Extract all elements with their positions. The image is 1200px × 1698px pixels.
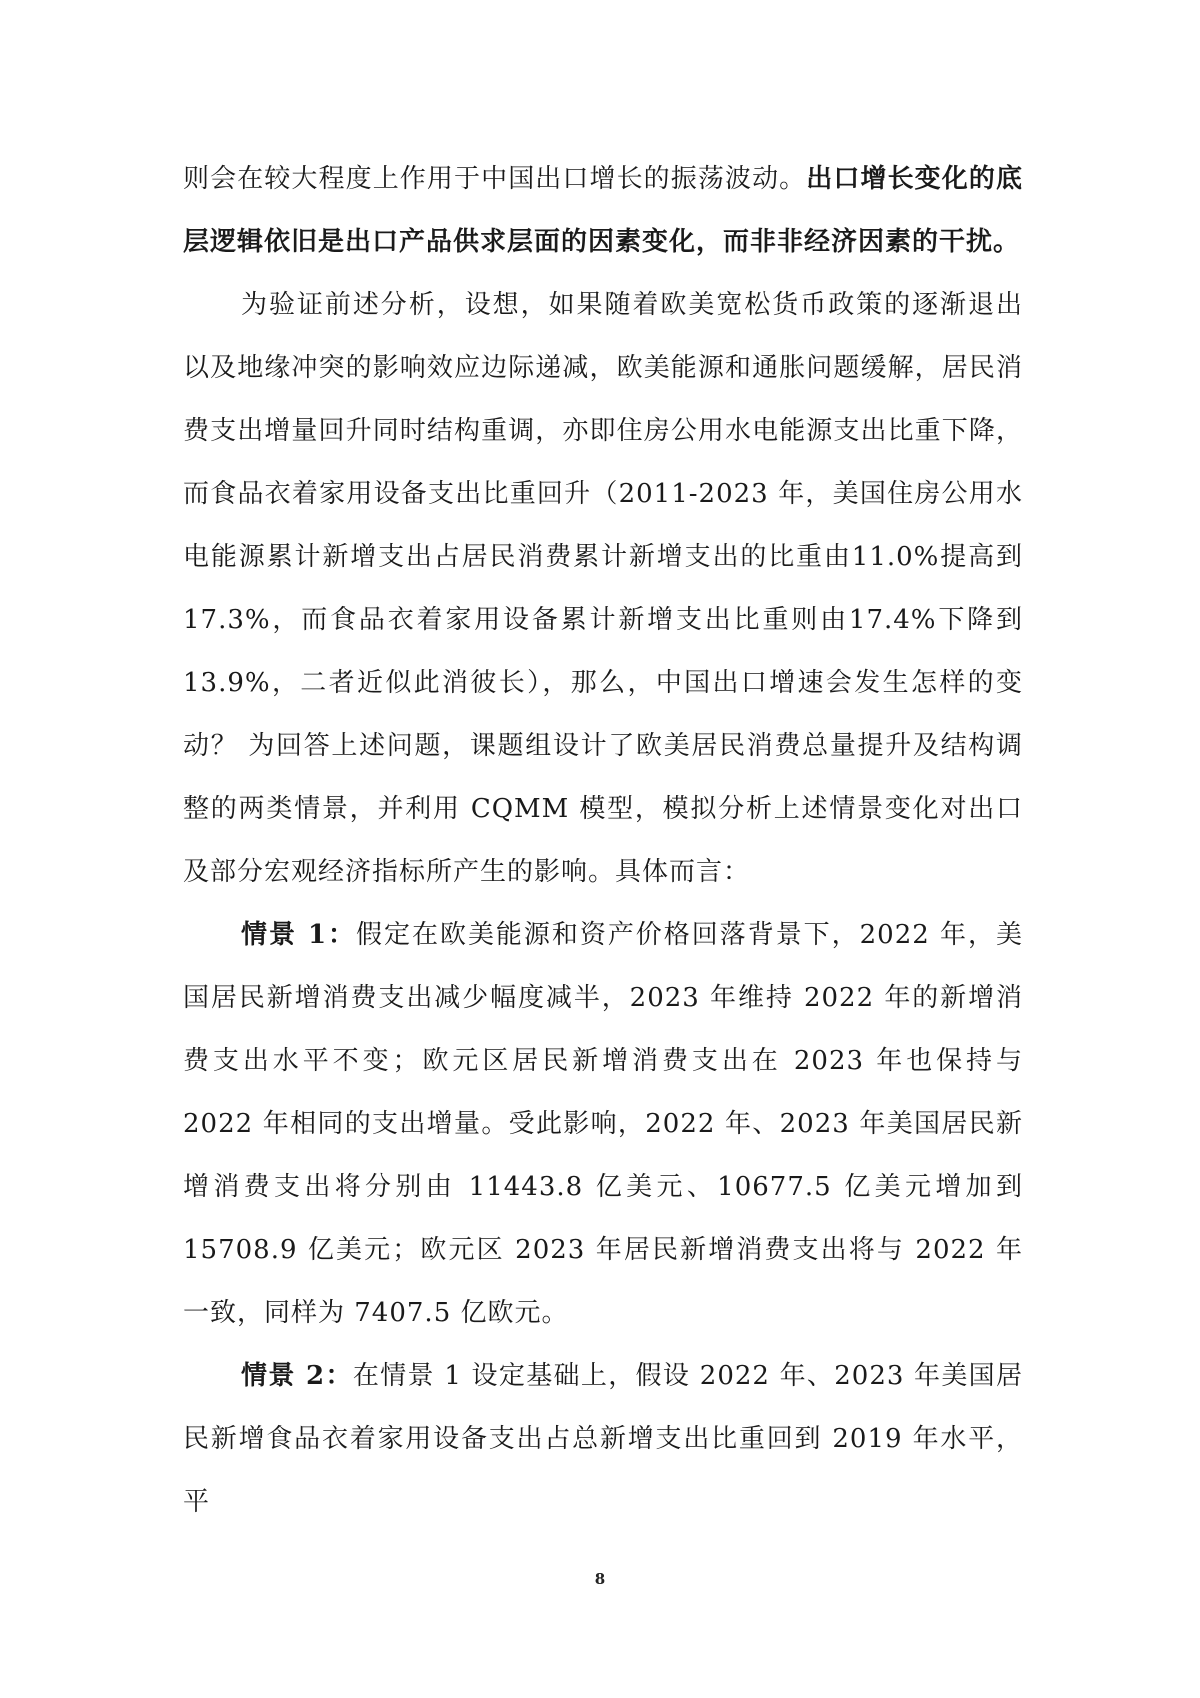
- text-segment: 则会在较大程度上作用于中国出口增长的振荡波动。: [183, 164, 807, 194]
- scenario-2-label: 情景 2：: [241, 1361, 353, 1391]
- paragraph-scenario-1: [183, 904, 1023, 1345]
- paragraph-scenario-2: [183, 1345, 1023, 1534]
- paragraph-continuation: [183, 148, 1023, 274]
- text-segment: 为验证前述分析，设想，如果随着欧美宽松货币政策的逐渐退出以及地缘冲突的影响效应边际递减，欧美能源和通胀问题缓解，居民消费支出增量回升同时结构重调，亦即住房公用水电能源支出比重下降，而食品衣着家用设备支出比重回升（2011-2023 年，美国住房公用水电能源累计新增支出占居民消费累计新增支出的比重由11.0%提高到 17.3%，而食品衣着家用设备累计新增支出比重则由17.4%下降到 13.9%，二者近似此消彼长），那么，中国出口增速会发生怎样的变动？ 为回答上述问题，课题组设计了欧美居民消费总量提升及结构调整的两类情景，并利用 CQMM 模型，模拟分析上述情景变化对出口及部分宏观经济指标所产生的影响。具体而言：: [183, 290, 1023, 887]
- bold-conclusion: 出口增长变化的底层逻辑依旧是出口产品供求层面的因素变化，而非非经济因素的干扰。: [183, 164, 1023, 257]
- scenario-1-label: 情景 1：: [241, 920, 357, 950]
- text-segment: 假定在欧美能源和资产价格回落背景下，2022 年，美国居民新增消费支出减少幅度减半，2023 年维持 2022 年的新增消费支出水平不变；欧元区居民新增消费支出在 2023 年也保持与 2022 年相同的支出增量。受此影响，2022 年、2023 年美国居民新增消费支出将分别由 11443.8 亿美元、10677.5 亿美元增加到 15708.9 亿美元；欧元区 2023 年居民新增消费支出将与 2022 年一致，同样为 7407.5 亿欧元。: [183, 920, 1023, 1328]
- text-segment: 在情景 1 设定基础上，假设 2022 年、2023 年美国居民新增食品衣着家用设备支出占总新增支出比重回到 2019 年水平，平: [183, 1361, 1023, 1517]
- paragraph-hypothesis: [183, 274, 1023, 904]
- document-body: [183, 148, 1023, 1534]
- page-number: 8: [594, 1570, 606, 1588]
